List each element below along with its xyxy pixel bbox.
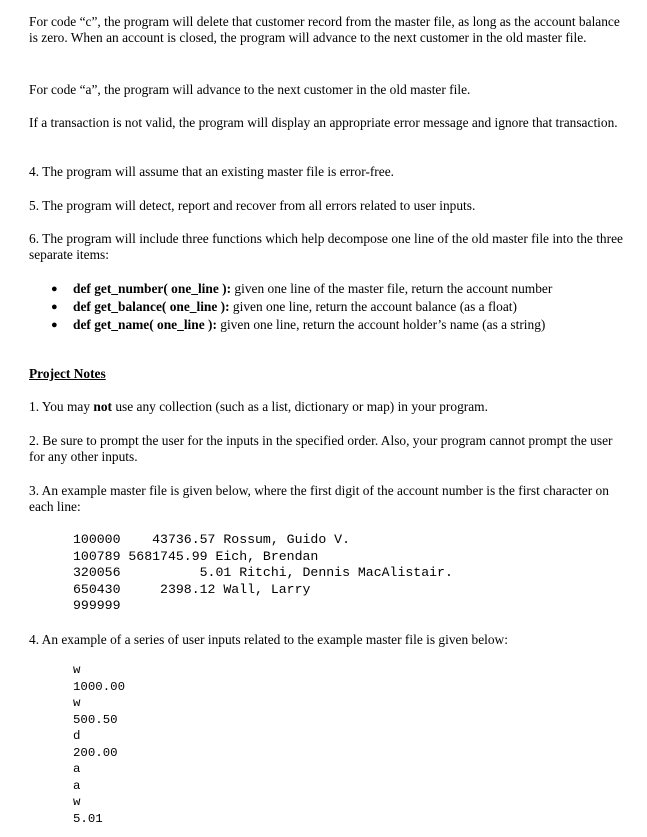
user-input-line: w [73,696,81,710]
note-1-emphasis: not [93,399,112,414]
item-5: 5. The program will detect, report and recover from all errors related to user inputs. [29,198,476,213]
bullet-icon: ● [51,301,58,313]
invalid-transaction-paragraph: If a transaction is not valid, the program will display an appropriate error message and ignore that transaction. [29,115,618,130]
user-input-line: w [73,663,81,677]
master-file-line: 100789 5681745.99 Eich, Brendan [73,548,319,564]
note-3: 3. An example master file is given below, where the first digit of the account number is the first character on each line: [29,483,609,514]
function-description: given one line, return the account balance (as a float) [229,299,517,314]
function-description: given one line, return the account holder’s name (as a string) [216,317,546,332]
user-input-line: w [73,795,81,809]
item-4: 4. The program will assume that an existing master file is error-free. [29,164,395,179]
note-1-prefix: 1. You may [29,399,94,414]
project-notes-header: Project Notes [29,366,106,381]
function-signature: def get_name( one_line ): [73,317,217,332]
function-signature: def get_number( one_line ): [73,281,232,296]
user-input-line: a [73,762,81,776]
user-input-line: 1000.00 [73,679,126,694]
user-input-line: 5.01 [73,811,103,826]
user-input-line: 500.50 [73,712,118,727]
user-input-line: 200.00 [73,745,118,760]
note-4: 4. An example of a series of user inputs related to the example master file is given below: [29,632,508,647]
user-inputs-example [73,662,125,827]
master-file-line: 999999 [73,598,121,613]
note-1 [29,399,629,415]
function-get-balance [73,299,517,315]
note-2: 2. Be sure to prompt the user for the inputs in the specified order. Also, your program cannot prompt the user for any other inputs. [29,433,613,464]
item-6: 6. The program will include three functions which help decompose one line of the old master file into the three separate items: [29,231,623,262]
user-input-line: d [73,729,81,743]
code-a-paragraph: For code “a”, the program will advance to the next customer in the old master file. [29,82,471,97]
master-file-line: 650430 2398.12 Wall, Larry [73,581,311,597]
master-file-example [73,532,453,615]
code-c-paragraph: For code “c”, the program will delete that customer record from the master file, as long as the account balance is zero. When an account is closed, the program will advance to the next customer in the old master file. [29,14,620,45]
function-get-name [73,317,545,333]
bullet-icon: ● [51,319,58,331]
note-1-suffix: use any collection (such as a list, dictionary or map) in your program. [111,399,488,414]
master-file-line: 100000 43736.57 Rossum, Guido V. [73,532,350,547]
master-file-line: 320056 5.01 Ritchi, Dennis MacAlistair. [73,565,453,580]
bullet-icon: ● [51,283,58,295]
user-input-line: a [73,778,81,793]
function-description: given one line of the master file, return the account number [231,281,553,296]
function-signature: def get_balance( one_line ): [73,299,230,314]
function-get-number [73,281,552,297]
